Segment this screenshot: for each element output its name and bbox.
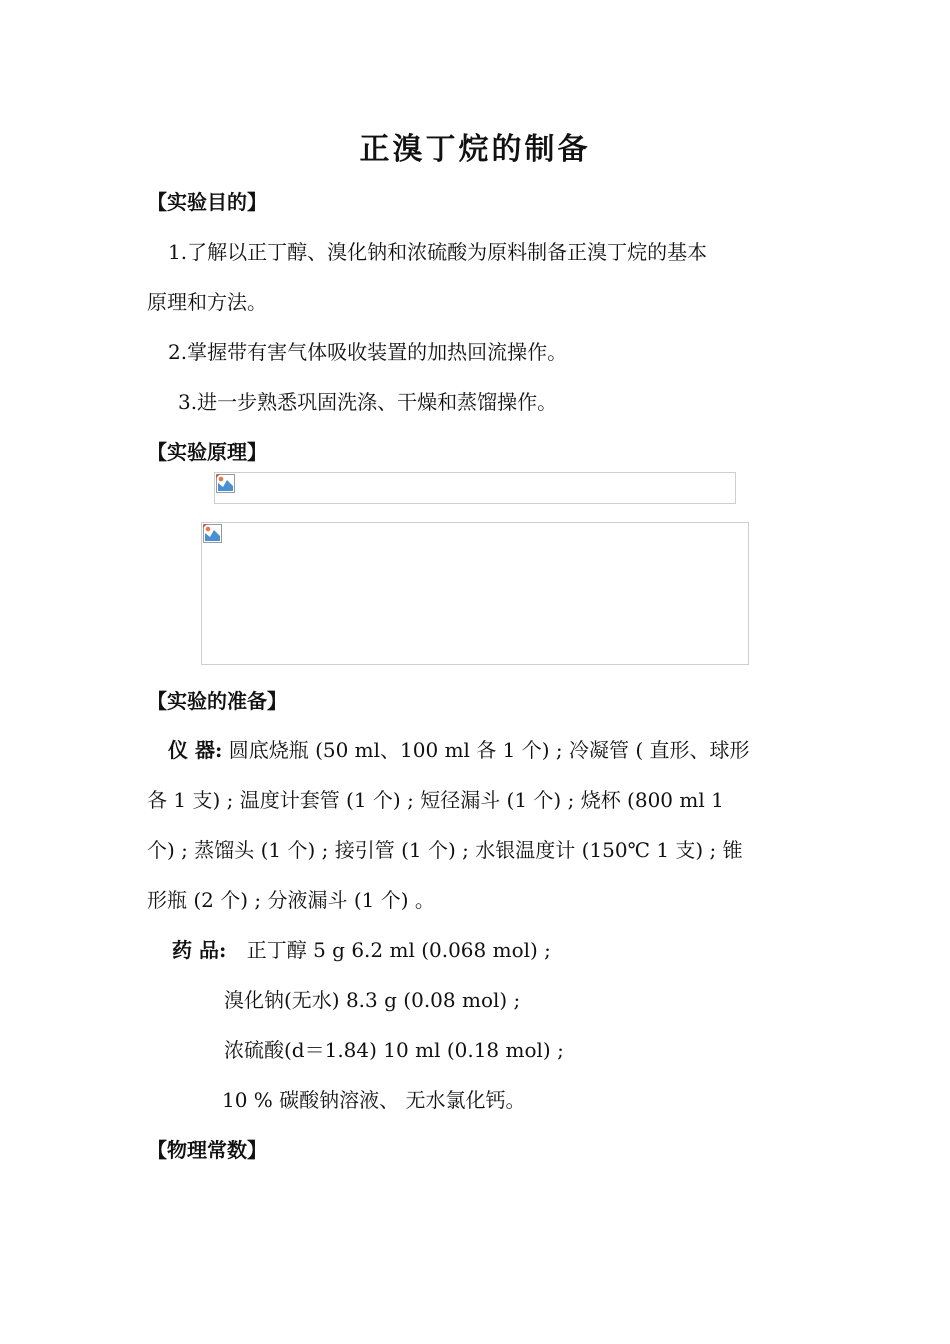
reagent-text-1: 正丁醇 5 g 6.2 ml (0.068 mol) ; xyxy=(246,938,551,962)
broken-image-icon xyxy=(203,524,222,543)
section-heading-constants: 【物理常数】 xyxy=(147,1138,267,1162)
instrument-label: 仪 器: xyxy=(168,738,223,762)
reagent-label: 药 品: xyxy=(172,938,227,962)
reagent-line-1 xyxy=(172,934,551,963)
reagent-line-3: 浓硫酸(d＝1.84) 10 ml (0.18 mol) ; xyxy=(224,1038,564,1062)
instrument-text-1: 圆底烧瓶 (50 ml、100 ml 各 1 个) ; 冷凝管 ( 直形、球形 xyxy=(228,738,750,762)
instrument-line-3: 个) ; 蒸馏头 (1 个) ; 接引管 (1 个) ; 水银温度计 (150℃ 1 支) ; 锥 xyxy=(147,838,743,862)
instrument-line-1 xyxy=(168,734,750,763)
side-reaction-image xyxy=(201,522,749,665)
objective-line-2: 原理和方法。 xyxy=(147,290,267,314)
objective-line-4: 3.进一步熟悉巩固洗涤、干燥和蒸馏操作。 xyxy=(178,390,558,414)
instrument-line-2: 各 1 支) ; 温度计套管 (1 个) ; 短径漏斗 (1 个) ; 烧杯 (800 ml 1 xyxy=(147,788,724,812)
document-title: 正溴丁烷的制备 xyxy=(359,132,591,167)
reagent-line-4: 10 % 碳酸钠溶液、 无水氯化钙。 xyxy=(222,1088,526,1112)
section-heading-principle: 【实验原理】 xyxy=(147,440,267,464)
broken-image-icon xyxy=(216,474,235,493)
reagent-line-2: 溴化钠(无水) 8.3 g (0.08 mol) ; xyxy=(224,988,521,1012)
reaction-equation-image xyxy=(214,472,736,504)
instrument-line-4: 形瓶 (2 个) ; 分液漏斗 (1 个) 。 xyxy=(147,888,435,912)
section-heading-preparation: 【实验的准备】 xyxy=(147,689,287,713)
objective-line-3: 2.掌握带有害气体吸收装置的加热回流操作。 xyxy=(168,340,568,364)
section-heading-objective: 【实验目的】 xyxy=(147,190,267,214)
objective-line-1: 1.了解以正丁醇、溴化钠和浓硫酸为原料制备正溴丁烷的基本 xyxy=(168,240,708,264)
